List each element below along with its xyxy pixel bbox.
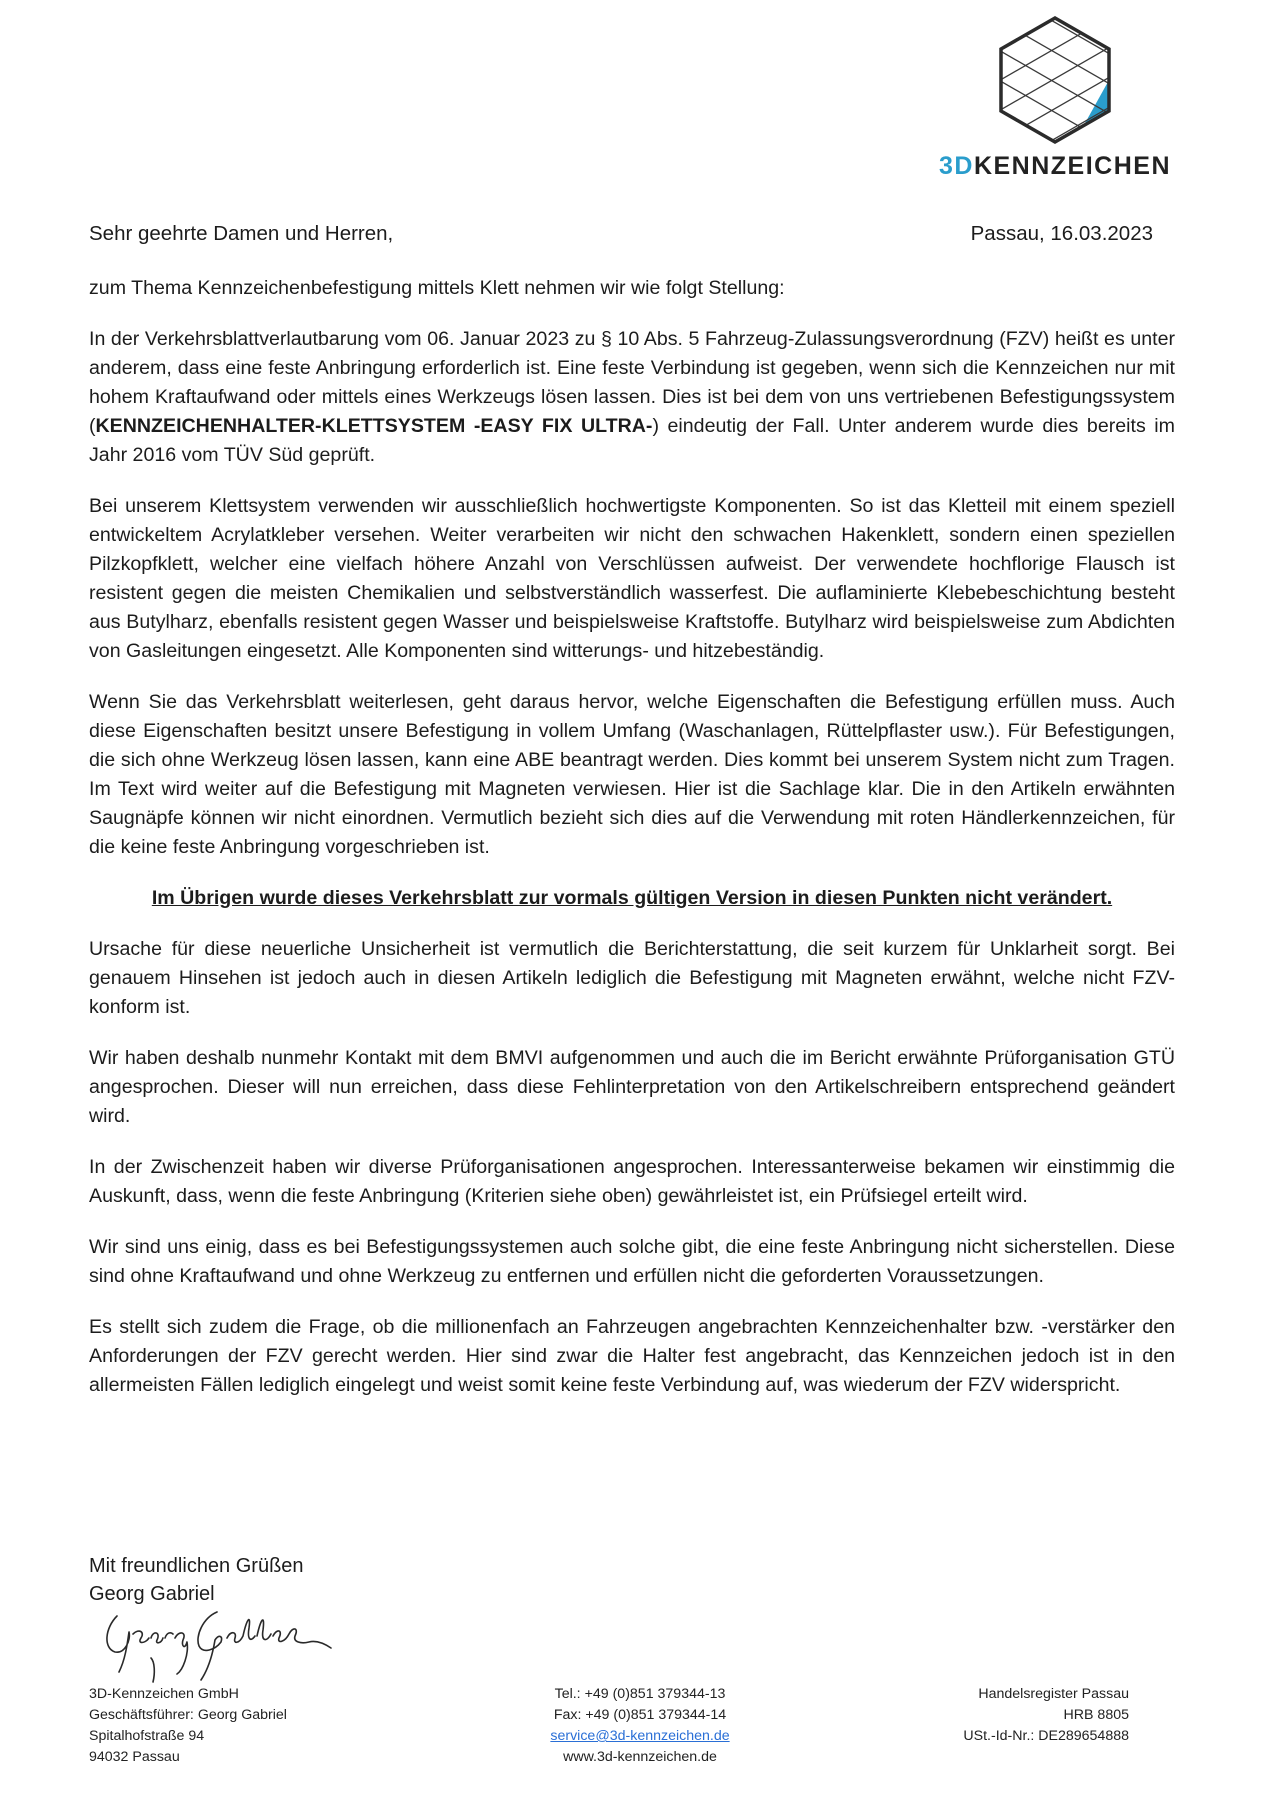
place-date: Passau, 16.03.2023 (970, 222, 1153, 245)
highlight-statement: Im Übrigen wurde dieses Verkehrsblatt zur vormals gültigen Version in diesen Punkten nicht verändert. (151, 887, 1113, 909)
paragraph-1 (89, 325, 1175, 470)
footer-register-number: HRB 8805 (1063, 1707, 1129, 1723)
paragraph-1-text-a: In der Verkehrsblattverlautbarung vom 06. Januar 2023 zu § 10 Abs. 5 Fahrzeug-Zulassungsverordnung (FZV) heißt es unter anderem, dass eine feste Anbringung erforderlich ist. Eine feste Verbindung ist gegeben, wenn sich die Kennzeichen nur mit hohem Kraftaufwand oder mittels eines Werkzeugs lösen lassen. Dies ist bei dem von uns vertriebenen Befestigungssystem ( (89, 328, 1175, 437)
footer-fax: Fax: +49 (0)851 379344-14 (553, 1707, 727, 1723)
footer-street: Spitalhofstraße 94 (89, 1728, 205, 1744)
footer-contact-info (480, 1684, 800, 1768)
paragraph-2: Bei unserem Klettsystem verwenden wir ausschließlich hochwertigste Komponenten. So ist das Kletteil mit einem speziell entwickeltem Acrylatkleber versehen. Weiter verarbeiten wir nicht den schwachen Hakenklett, sondern einen speziellen Pilzkopfklett, welcher eine vielfach höhere Anzahl von Verschlüssen aufweist. Der verwendete hochflorige Flausch ist resistent gegen die meisten Chemikalien und selbstverständlich wasserfest. Die auflaminierte Klebebeschichtung besteht aus Butylharz, ebenfalls resistent gegen Wasser und beispielsweise Kraftstoffe. Butylharz wird beispielsweise zum Abdichten von Gasleitungen eingesetzt. Alle Komponenten sind witterungs- und hitzebeständig. (89, 495, 1175, 662)
footer-register-info (963, 1684, 1129, 1747)
hexagon-grid-logo-icon (996, 14, 1114, 146)
signer-name: Georg Gabriel (89, 1583, 215, 1605)
intro-paragraph: zum Thema Kennzeichenbefestigung mittels Klett nehmen wir wie folgt Stellung: (89, 277, 785, 299)
footer-website: www.3d-kennzeichen.de (563, 1749, 717, 1765)
paragraph-5: Wir haben deshalb nunmehr Kontakt mit dem BMVI aufgenommen und auch die im Bericht erwähnte Prüforganisation GTÜ angesprochen. Dieser will nun erreichen, dass diese Fehlinterpretation von den Artikelschreibern entsprechend geändert wird. (89, 1047, 1175, 1127)
footer-managing-director: Geschäftsführer: Georg Gabriel (89, 1707, 287, 1723)
footer-city: 94032 Passau (89, 1749, 180, 1765)
brand-suffix: KENNZEICHEN (973, 152, 1172, 180)
paragraph-8: Es stellt sich zudem die Frage, ob die millionenfach an Fahrzeugen angebrachten Kennzeichenhalter bzw. -verstärker den Anforderungen der FZV gerecht werden. Hier sind zwar die Halter fest angebracht, das Kennzeichen jedoch ist in den allermeisten Fällen lediglich eingelegt und weist somit keine feste Verbindung auf, was wiederum der FZV widerspricht. (89, 1316, 1175, 1396)
paragraph-6: In der Zwischenzeit haben wir diverse Prüforganisationen angesprochen. Interessanterweise bekamen wir einstimmig die Auskunft, dass, wenn die feste Anbringung (Kriterien siehe oben) gewährleistet ist, ein Prüfsiegel erteilt wird. (89, 1156, 1175, 1207)
footer-email-link[interactable]: service@3d-kennzeichen.de (550, 1728, 730, 1744)
company-logo (930, 14, 1180, 181)
brand-wordmark (930, 152, 1180, 181)
paragraph-1-text-b: ) eindeutig der Fall. Unter anderem wurde dies bereits im Jahr 2016 vom TÜV Süd geprüft. (89, 415, 1175, 466)
footer-register-court: Handelsregister Passau (978, 1686, 1129, 1702)
handwritten-signature (95, 1588, 335, 1688)
footer-company-info (89, 1684, 287, 1768)
closing-phrase: Mit freundlichen Grüßen (89, 1555, 304, 1577)
salutation: Sehr geehrte Damen und Herren, (89, 222, 394, 245)
brand-prefix: 3D (938, 152, 974, 180)
footer-phone: Tel.: +49 (0)851 379344-13 (554, 1686, 726, 1702)
footer-vat-id: USt.-Id-Nr.: DE289654888 (963, 1728, 1129, 1744)
paragraph-7: Wir sind uns einig, dass es bei Befestigungssystemen auch solche gibt, die eine feste Anbringung nicht sicherstellen. Diese sind ohne Kraftaufwand und ohne Werkzeug zu entfernen und erfüllen nicht die geforderten Voraussetzungen. (89, 1236, 1175, 1287)
paragraph-3: Wenn Sie das Verkehrsblatt weiterlesen, geht daraus hervor, welche Eigenschaften die Befestigung erfüllen muss. Auch diese Eigenschaften besitzt unsere Befestigung in vollem Umfang (Waschanlagen, Rüttelpflaster usw.). Für Befestigungen, die sich ohne Werkzeug lösen lassen, kann eine ABE beantragt werden. Dies kommt bei unserem System nicht zum Tragen. Im Text wird weiter auf die Befestigung mit Magneten verwiesen. Hier ist die Sachlage klar. Die in den Artikeln erwähnten Saugnäpfe können wir nicht einordnen. Vermutlich bezieht sich dies auf die Verwendung mit roten Händlerkennzeichen, für die keine feste Anbringung vorgeschrieben ist. (89, 691, 1175, 858)
footer-company-name: 3D-Kennzeichen GmbH (89, 1686, 239, 1702)
paragraph-4: Ursache für diese neuerliche Unsicherheit ist vermutlich die Berichterstattung, die seit kurzem für Unklarheit sorgt. Bei genauem Hinsehen ist jedoch auch in diesen Artikeln lediglich die Befestigung mit Magneten erwähnt, welche nicht FZV-konform ist. (89, 938, 1175, 1018)
product-name: KENNZEICHENHALTER-KLETTSYSTEM -EASY FIX ULTRA- (95, 415, 653, 437)
letter-body (89, 274, 1175, 1422)
